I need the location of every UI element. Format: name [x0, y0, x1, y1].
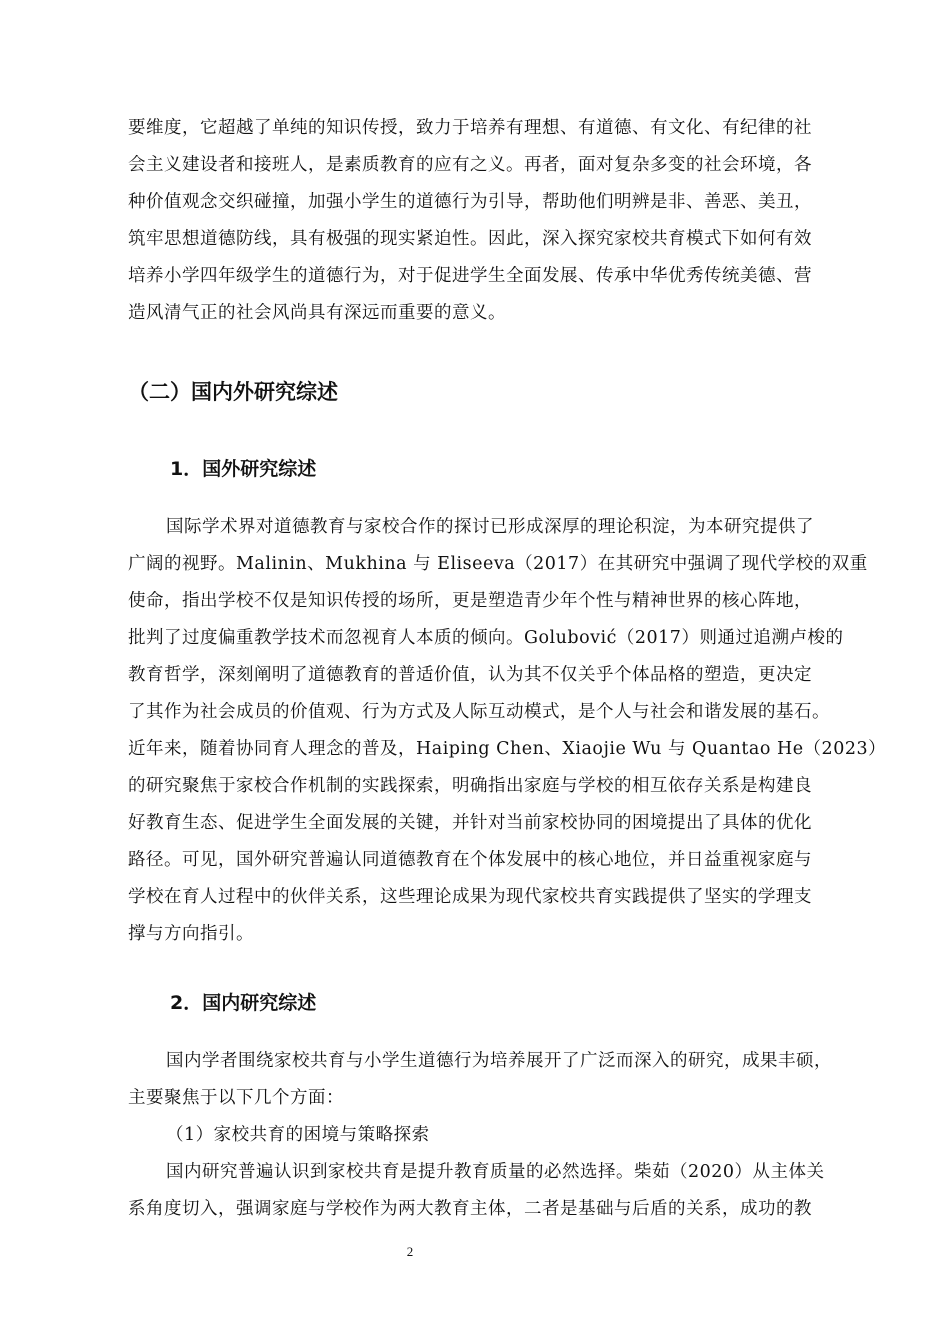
- paragraph-line: 好教育生态、促进学生全面发展的关键，并针对当前家校协同的困境提出了具体的优化: [128, 813, 812, 833]
- paragraph-line: 近年来，随着协同育人理念的普及，Haiping Chen、Xiaojie Wu 与 Quantao He（2023）: [128, 739, 887, 759]
- paragraph-line: 使命，指出学校不仅是知识传授的场所，更是塑造青少年个性与精神世界的核心阵地，: [128, 591, 812, 611]
- section-heading: （二）国内外研究综述: [128, 380, 338, 404]
- paragraph-line: 国内研究普遍认识到家校共育是提升教育质量的必然选择。柴茹（2020）从主体关: [166, 1162, 825, 1182]
- paragraph-line: 路径。可见，国外研究普遍认同道德教育在个体发展中的核心地位，并日益重视家庭与: [128, 850, 812, 870]
- subsection-heading: 2．国内研究综述: [170, 992, 317, 1014]
- paragraph-line: 批判了过度偏重教学技术而忽视育人本质的倾向。Golubović（2017）则通过追溯卢梭的: [128, 628, 844, 648]
- paragraph-line: 会主义建设者和接班人，是素质教育的应有之义。再者，面对复杂多变的社会环境，各: [128, 155, 812, 175]
- paragraph-line: 种价值观念交织碰撞，加强小学生的道德行为引导，帮助他们明辨是非、善恶、美丑，: [128, 192, 812, 212]
- paragraph-line: 了其作为社会成员的价值观、行为方式及人际互动模式，是个人与社会和谐发展的基石。: [128, 702, 830, 722]
- paragraph-line: 造风清气正的社会风尚具有深远而重要的意义。: [128, 303, 506, 323]
- subsection-heading: 1．国外研究综述: [170, 458, 317, 480]
- paragraph-line: 主要聚焦于以下几个方面：: [128, 1088, 344, 1108]
- paragraph-line: 学校在育人过程中的伙伴关系，这些理论成果为现代家校共育实践提供了坚实的学理支: [128, 887, 812, 907]
- paragraph-line: 系角度切入，强调家庭与学校作为两大教育主体，二者是基础与后盾的关系，成功的教: [128, 1199, 812, 1219]
- paragraph-line: 的研究聚焦于家校合作机制的实践探索，明确指出家庭与学校的相互依存关系是构建良: [128, 776, 812, 796]
- paragraph-line: 国际学术界对道德教育与家校合作的探讨已形成深厚的理论积淀，为本研究提供了: [166, 517, 814, 537]
- list-heading: （1）家校共育的困境与策略探索: [166, 1125, 430, 1145]
- page-number: 2: [406, 1244, 414, 1259]
- paragraph-line: 筑牢思想道德防线，具有极强的现实紧迫性。因此，深入探究家校共育模式下如何有效: [128, 229, 812, 249]
- paragraph-line: 广阔的视野。Malinin、Mukhina 与 Eliseeva（2017）在其研究中强调了现代学校的双重: [128, 554, 868, 574]
- paragraph-line: 撑与方向指引。: [128, 924, 254, 944]
- paragraph-line: 教育哲学，深刻阐明了道德教育的普适价值，认为其不仅关乎个体品格的塑造，更决定: [128, 665, 812, 685]
- paragraph-line: 国内学者围绕家校共育与小学生道德行为培养展开了广泛而深入的研究，成果丰硕，: [166, 1051, 832, 1071]
- paragraph-line: 培养小学四年级学生的道德行为，对于促进学生全面发展、传承中华优秀传统美德、营: [128, 266, 812, 286]
- paragraph-line: 要维度，它超越了单纯的知识传授，致力于培养有理想、有道德、有文化、有纪律的社: [128, 118, 812, 138]
